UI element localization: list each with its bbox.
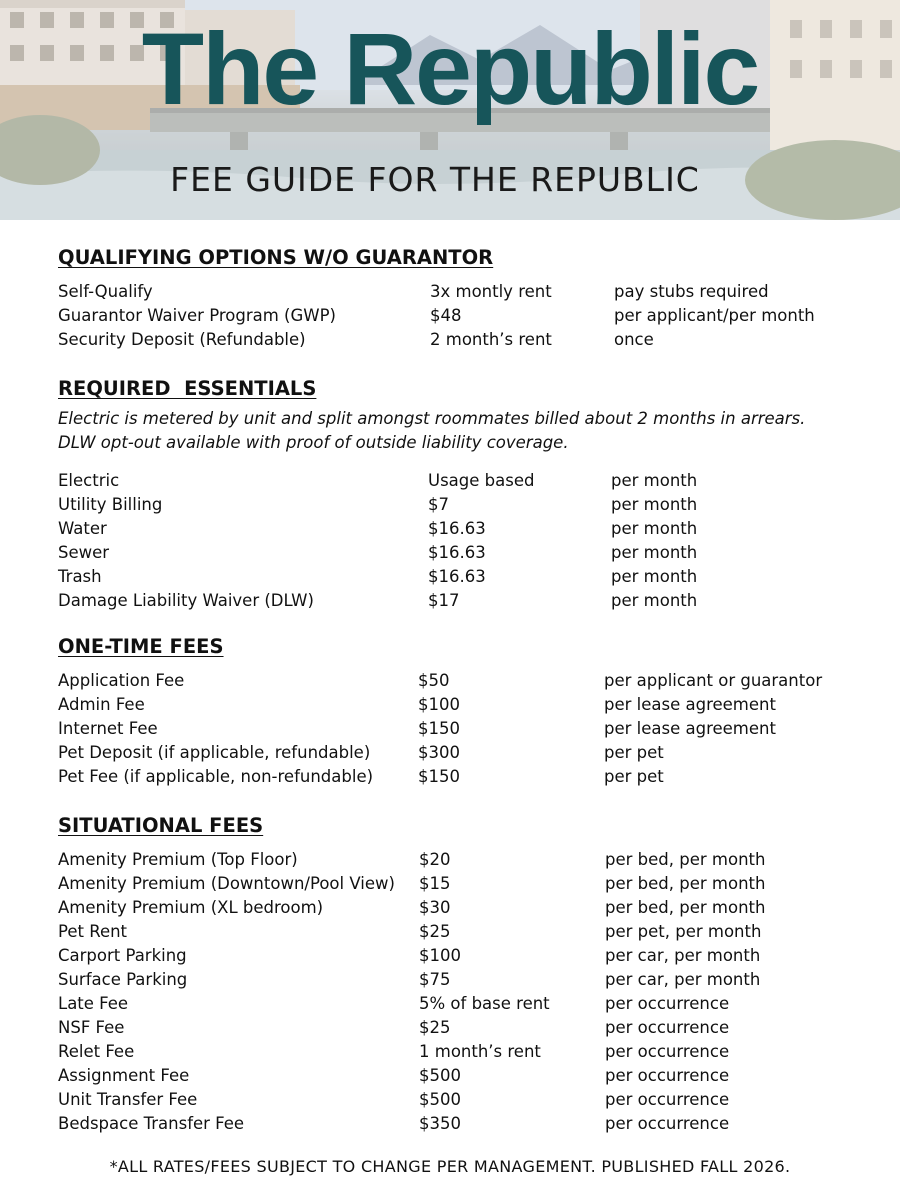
fee-row (58, 920, 858, 944)
fee-name: Amenity Premium (Downtown/Pool View) (58, 874, 395, 893)
section-title: REQUIRED ESSENTIALS (58, 377, 317, 400)
fee-frequency: per month (611, 495, 698, 514)
fee-name: Bedspace Transfer Fee (58, 1114, 245, 1133)
fee-name: Pet Fee (if applicable, non-refundable) (58, 767, 374, 786)
fee-list (58, 669, 858, 789)
fee-amount: $100 (419, 946, 461, 965)
fee-amount: $30 (419, 898, 451, 917)
fee-row (58, 872, 858, 896)
fee-frequency: per occurrence (605, 1018, 730, 1037)
fee-row (58, 717, 858, 741)
fee-amount: $75 (419, 970, 451, 989)
fee-frequency: per lease agreement (604, 719, 776, 738)
fee-amount: $350 (419, 1114, 461, 1133)
section-title: SITUATIONAL FEES (58, 814, 264, 837)
fee-frequency: per occurrence (605, 1042, 730, 1061)
fee-name: Security Deposit (Refundable) (58, 330, 306, 349)
section-title: QUALIFYING OPTIONS W/O GUARANTOR (58, 246, 494, 269)
page-title: FEE GUIDE FOR THE REPUBLIC (170, 160, 700, 199)
fee-amount: $15 (419, 874, 451, 893)
fee-amount: $150 (418, 719, 460, 738)
fee-row (58, 328, 858, 352)
fee-row (58, 693, 858, 717)
section-situational-fees (58, 814, 858, 1136)
fee-name: Late Fee (58, 994, 129, 1013)
fee-amount: $500 (419, 1066, 461, 1085)
section-note (58, 407, 858, 455)
fee-amount: $48 (430, 306, 462, 325)
fee-frequency: per lease agreement (604, 695, 776, 714)
fee-frequency: per pet (604, 767, 664, 786)
fee-name: Pet Deposit (if applicable, refundable) (58, 743, 371, 762)
fee-name: Carport Parking (58, 946, 187, 965)
fee-name: Utility Billing (58, 495, 163, 514)
fee-amount: $25 (419, 1018, 451, 1037)
fee-list (58, 848, 858, 1136)
fee-name: Water (58, 519, 107, 538)
fee-name: Electric (58, 471, 120, 490)
fee-frequency: per occurrence (605, 1066, 730, 1085)
fee-row (58, 1040, 858, 1064)
fee-name: NSF Fee (58, 1018, 125, 1037)
fee-name: Damage Liability Waiver (DLW) (58, 591, 314, 610)
fee-amount: $150 (418, 767, 460, 786)
fee-amount: $300 (418, 743, 460, 762)
fee-frequency: per bed, per month (605, 874, 766, 893)
fee-row (58, 1088, 858, 1112)
fee-name: Internet Fee (58, 719, 158, 738)
fee-amount: $50 (418, 671, 450, 690)
fee-frequency: per bed, per month (605, 898, 766, 917)
fee-name: Guarantor Waiver Program (GWP) (58, 306, 336, 325)
fee-row (58, 1016, 858, 1040)
fee-row (58, 896, 858, 920)
fee-amount: $16.63 (428, 567, 486, 586)
fee-name: Assignment Fee (58, 1066, 190, 1085)
fee-row (58, 992, 858, 1016)
fee-frequency: per occurrence (605, 1114, 730, 1133)
fee-name: Trash (58, 567, 102, 586)
fee-row (58, 469, 858, 493)
fee-frequency: once (614, 330, 654, 349)
fee-row (58, 848, 858, 872)
fee-row (58, 968, 858, 992)
fee-amount: 5% of base rent (419, 994, 550, 1013)
fee-amount: $7 (428, 495, 449, 514)
fee-amount: 2 month’s rent (430, 330, 552, 349)
fee-frequency: per month (611, 567, 698, 586)
fee-row (58, 765, 858, 789)
section-title: ONE-TIME FEES (58, 635, 224, 658)
fee-list (58, 280, 858, 352)
header-banner (0, 0, 900, 220)
fee-row (58, 280, 858, 304)
fee-amount: Usage based (428, 471, 535, 490)
fee-name: Surface Parking (58, 970, 188, 989)
fee-name: Unit Transfer Fee (58, 1090, 198, 1109)
fee-frequency: per occurrence (605, 1090, 730, 1109)
fee-frequency: per car, per month (605, 970, 761, 989)
fee-row (58, 493, 858, 517)
brand-logo: The Republic (141, 12, 759, 126)
fee-name: Amenity Premium (Top Floor) (58, 850, 298, 869)
fee-frequency: per car, per month (605, 946, 761, 965)
fee-amount: $100 (418, 695, 460, 714)
fee-frequency: per applicant or guarantor (604, 671, 823, 690)
fee-row (58, 1112, 858, 1136)
fee-frequency: per applicant/per month (614, 306, 815, 325)
fee-frequency: per pet, per month (605, 922, 762, 941)
fee-row (58, 944, 858, 968)
fee-amount: 3x montly rent (430, 282, 552, 301)
fee-row (58, 541, 858, 565)
fee-row (58, 589, 858, 613)
fee-name: Admin Fee (58, 695, 145, 714)
fee-frequency: pay stubs required (614, 282, 769, 301)
fee-frequency: per month (611, 519, 698, 538)
fee-amount: $500 (419, 1090, 461, 1109)
fee-frequency: per month (611, 471, 698, 490)
fee-name: Self-Qualify (58, 282, 153, 301)
fee-frequency: per pet (604, 743, 664, 762)
fee-list (58, 469, 858, 613)
fee-name: Relet Fee (58, 1042, 135, 1061)
fee-name: Sewer (58, 543, 110, 562)
fee-amount: $20 (419, 850, 451, 869)
fee-frequency: per bed, per month (605, 850, 766, 869)
fee-amount: $25 (419, 922, 451, 941)
section-one-time-fees (58, 635, 858, 789)
fee-name: Amenity Premium (XL bedroom) (58, 898, 324, 917)
fee-name: Application Fee (58, 671, 185, 690)
fee-amount: $16.63 (428, 543, 486, 562)
fee-row (58, 304, 858, 328)
fee-row (58, 669, 858, 693)
fee-row (58, 1064, 858, 1088)
fee-frequency: per month (611, 543, 698, 562)
fee-row (58, 741, 858, 765)
fee-row (58, 517, 858, 541)
fee-name: Pet Rent (58, 922, 128, 941)
note-line: DLW opt-out available with proof of outside liability coverage. (58, 433, 569, 452)
fee-frequency: per month (611, 591, 698, 610)
disclaimer-footer: *ALL RATES/FEES SUBJECT TO CHANGE PER MANAGEMENT. PUBLISHED FALL 2026. (109, 1157, 791, 1176)
section-qualifying-options (58, 246, 858, 352)
fee-frequency: per occurrence (605, 994, 730, 1013)
section-required-essentials (58, 377, 858, 613)
fee-amount: 1 month’s rent (419, 1042, 541, 1061)
fee-row (58, 565, 858, 589)
fee-amount: $16.63 (428, 519, 486, 538)
note-line: Electric is metered by unit and split amongst roommates billed about 2 months in arrears. (58, 409, 806, 428)
fee-amount: $17 (428, 591, 460, 610)
